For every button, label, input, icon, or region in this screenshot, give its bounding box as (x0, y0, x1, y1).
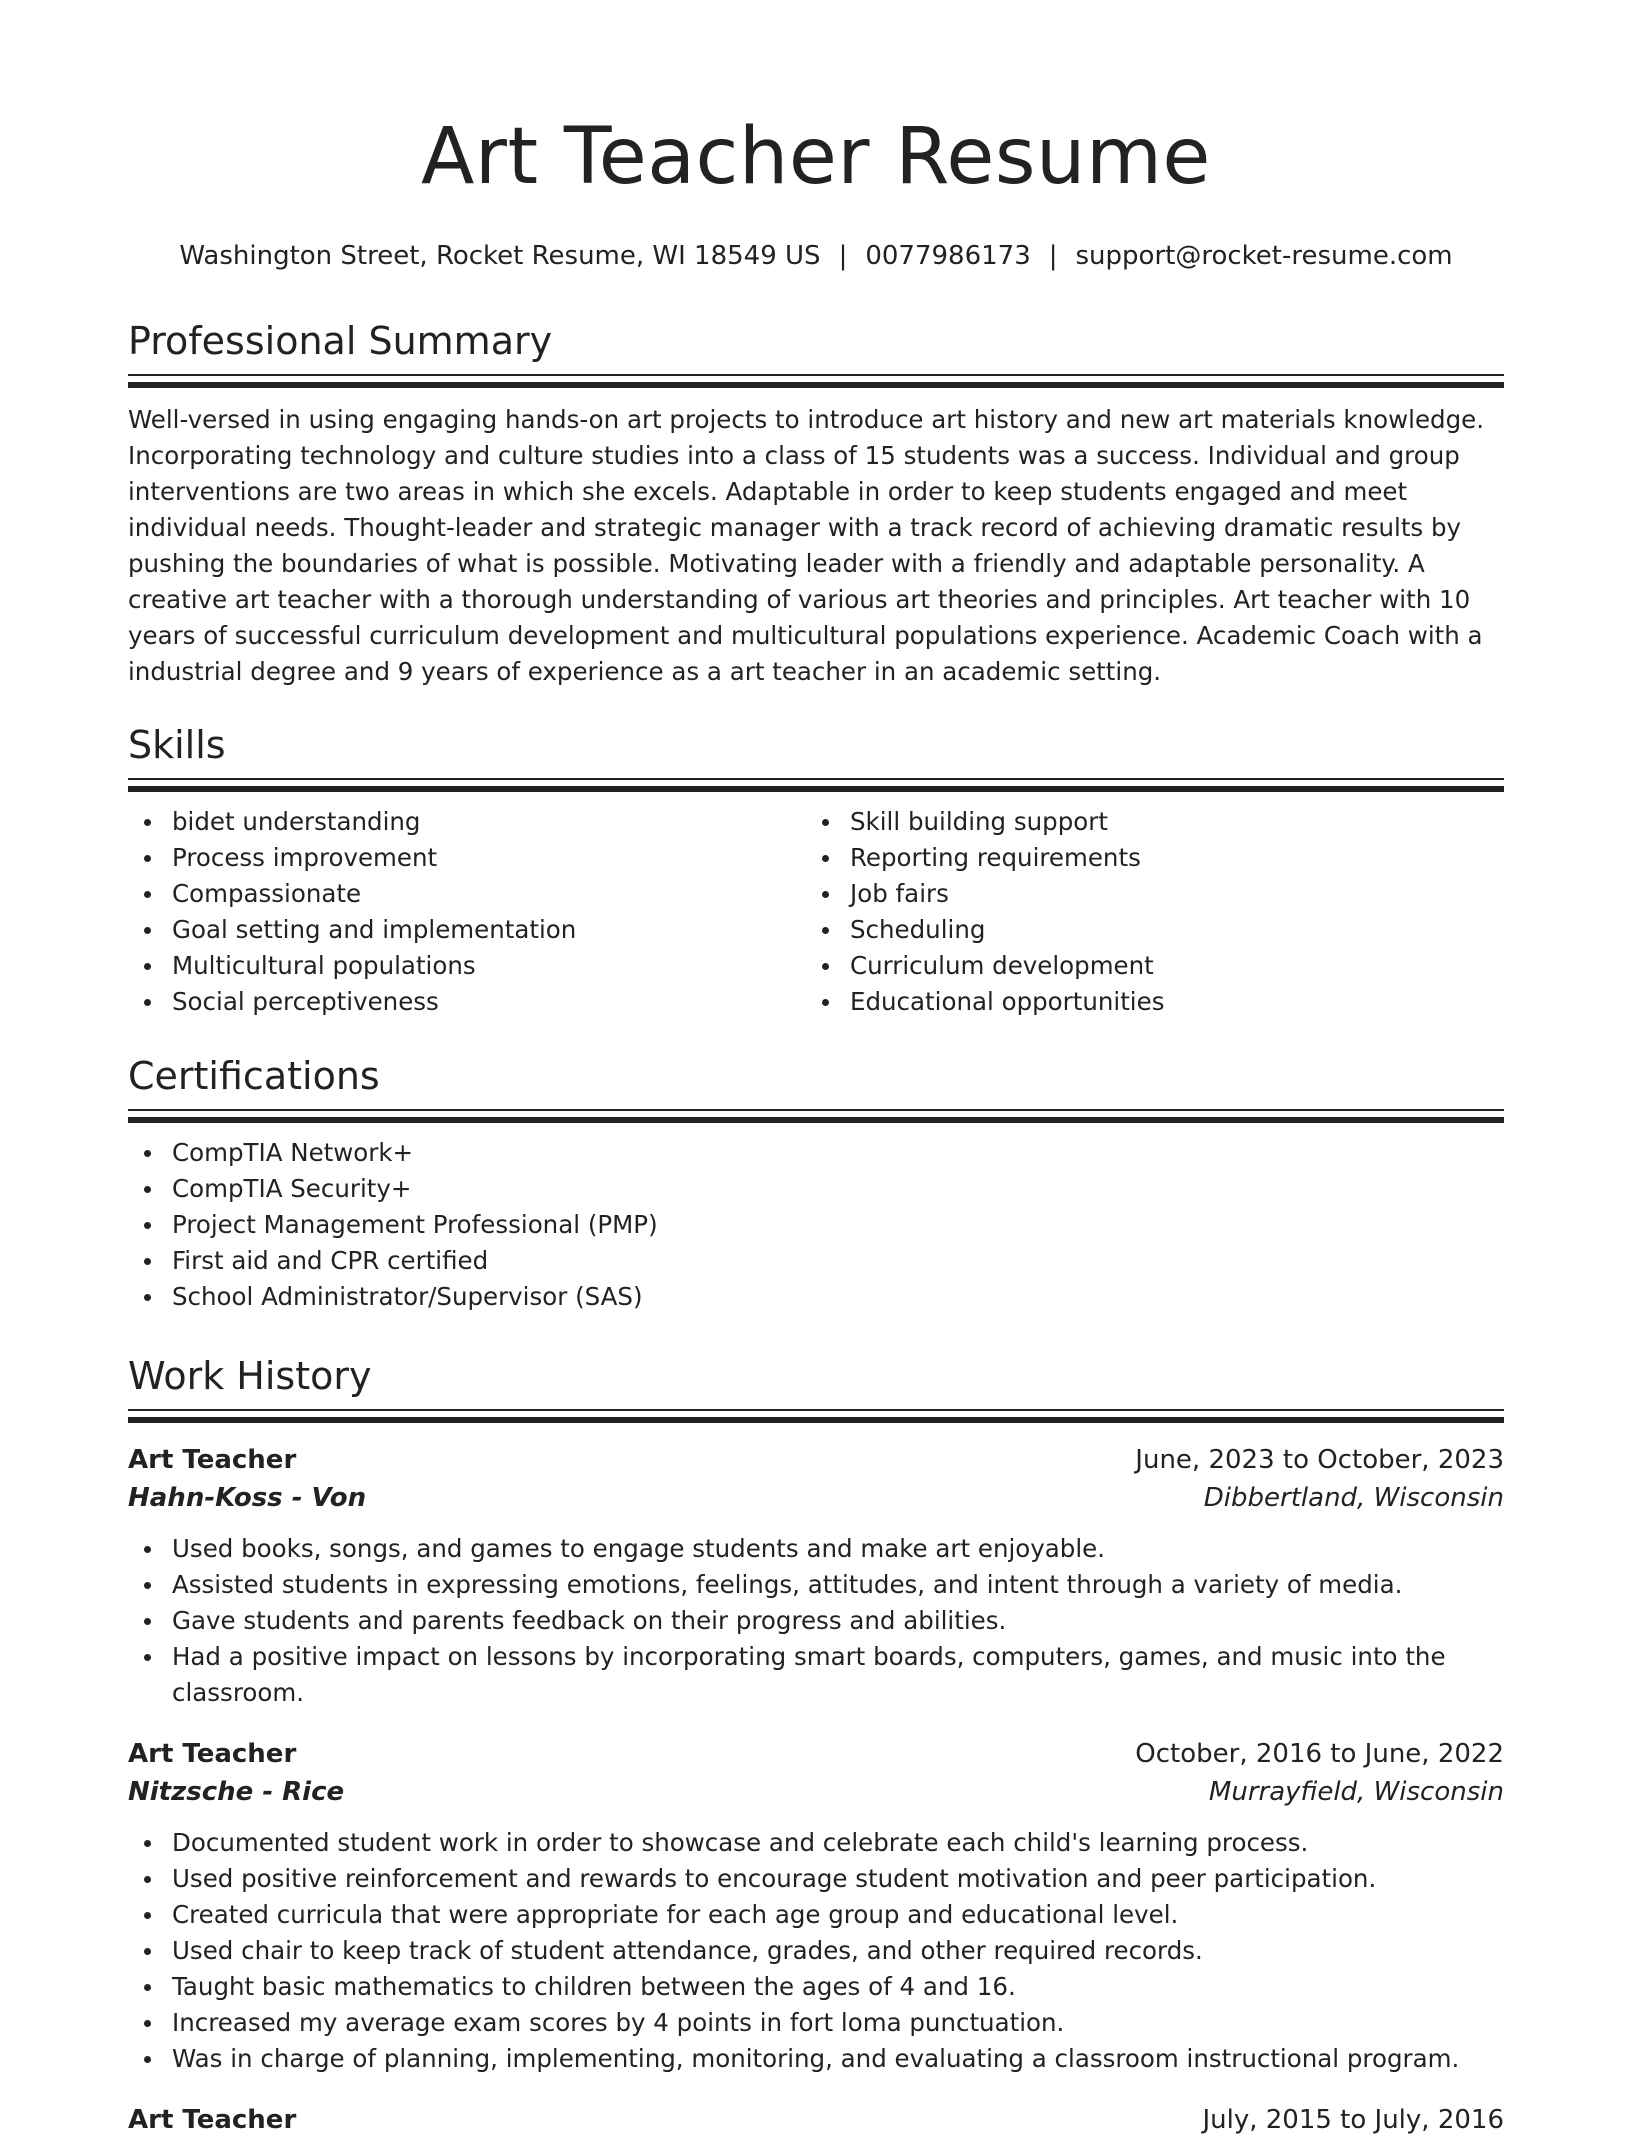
section-divider (128, 778, 1504, 792)
job-title: Art Teacher (128, 1739, 297, 1769)
job-company: Nitzsche - Rice (128, 1777, 345, 1807)
job-header-row (128, 1735, 1504, 1773)
skill-item: Multicultural populations (128, 948, 806, 984)
skill-item: Educational opportunities (806, 984, 1484, 1020)
job-company-row (128, 1773, 1504, 1811)
job-entry (128, 1441, 1504, 1711)
contact-line (128, 240, 1504, 272)
skill-item: Curriculum development (806, 948, 1484, 984)
contact-email: support@rocket-resume.com (1075, 241, 1453, 271)
job-duty: Assisted students in expressing emotions, feelings, attitudes, and intent through a variety of media. (128, 1567, 1504, 1603)
section-divider (128, 374, 1504, 388)
job-duty: Documented student work in order to showcase and celebrate each child's learning process. (128, 1825, 1504, 1861)
job-location: Dibbertland, Wisconsin (1203, 1483, 1504, 1513)
job-entry (128, 1735, 1504, 2077)
skill-item: Job fairs (806, 876, 1484, 912)
contact-separator: | (838, 241, 848, 271)
job-header-row (128, 1441, 1504, 1479)
job-dates: October, 2016 to June, 2022 (1135, 1739, 1504, 1769)
section-divider (128, 1409, 1504, 1423)
skills-list-right (806, 804, 1484, 1020)
section-heading-work: Work History (128, 1354, 372, 1398)
certification-item: School Administrator/Supervisor (SAS) (128, 1279, 1504, 1315)
job-company: Hahn-Koss - Von (128, 1483, 367, 1513)
skill-item: Social perceptiveness (128, 984, 806, 1020)
resume-page (128, 0, 1504, 2135)
certifications-list (128, 1135, 1504, 1315)
skill-item: Reporting requirements (806, 840, 1484, 876)
job-duties-list (128, 1825, 1504, 2077)
skill-item: Process improvement (128, 840, 806, 876)
resume-title: Art Teacher Resume (421, 112, 1211, 202)
job-dates: July, 2015 to July, 2016 (1202, 2105, 1504, 2135)
section-heading-certifications: Certifications (128, 1054, 380, 1098)
certification-item: CompTIA Security+ (128, 1171, 1504, 1207)
job-dates: June, 2023 to October, 2023 (1135, 1445, 1504, 1475)
summary-text: Well-versed in using engaging hands-on art projects to introduce art history and new art materials knowledge. Incorporating technology and culture studies into a class of 15 students was a success. Individual and group interventions are two areas in which she excels. Adaptable in order to keep students engaged and meet individual needs. Thought-leader and strategic manager with a track record of achieving dramatic results by pushing the boundaries of what is possible. Motivating leader with a friendly and adaptable personality. A creative art teacher with a thorough understanding of various art theories and principles. Art teacher with 10 years of successful curriculum development and multicultural populations experience. Academic Coach with a industrial degree and 9 years of experience as a art teacher in an academic setting. (128, 405, 1484, 686)
job-duty: Taught basic mathematics to children between the ages of 4 and 16. (128, 1969, 1504, 2005)
job-header-row (128, 2101, 1504, 2139)
certification-item: Project Management Professional (PMP) (128, 1207, 1504, 1243)
job-company-row (128, 1479, 1504, 1517)
skills-list-left (128, 804, 806, 1020)
skill-item: bidet understanding (128, 804, 806, 840)
job-duty: Used chair to keep track of student attendance, grades, and other required records. (128, 1933, 1504, 1969)
section-heading-summary: Professional Summary (128, 319, 553, 363)
job-duty: Had a positive impact on lessons by incorporating smart boards, computers, games, and music into the classroom. (128, 1639, 1504, 1711)
job-duty: Increased my average exam scores by 4 points in fort loma punctuation. (128, 2005, 1504, 2041)
job-duty: Created curricula that were appropriate for each age group and educational level. (128, 1897, 1504, 1933)
contact-phone: 0077986173 (865, 241, 1031, 271)
skills-columns (128, 792, 1504, 1020)
skill-item: Scheduling (806, 912, 1484, 948)
job-location: Murrayfield, Wisconsin (1208, 1777, 1504, 1807)
skill-item: Compassionate (128, 876, 806, 912)
certifications-section (128, 1053, 1504, 1315)
contact-separator: | (1048, 241, 1058, 271)
skills-section (128, 722, 1504, 1020)
job-title: Art Teacher (128, 2105, 297, 2135)
work-history-section (128, 1353, 1504, 2139)
skill-item: Goal setting and implementation (128, 912, 806, 948)
job-duty: Was in charge of planning, implementing, monitoring, and evaluating a classroom instructional program. (128, 2041, 1504, 2077)
job-duties-list (128, 1531, 1504, 1711)
job-duty: Used positive reinforcement and rewards to encourage student motivation and peer participation. (128, 1861, 1504, 1897)
summary-section (128, 318, 1504, 690)
job-duty: Gave students and parents feedback on their progress and abilities. (128, 1603, 1504, 1639)
job-title: Art Teacher (128, 1445, 297, 1475)
certification-item: First aid and CPR certified (128, 1243, 1504, 1279)
skill-item: Skill building support (806, 804, 1484, 840)
job-entry (128, 2101, 1504, 2139)
certification-item: CompTIA Network+ (128, 1135, 1504, 1171)
job-duty: Used books, songs, and games to engage students and make art enjoyable. (128, 1531, 1504, 1567)
section-heading-skills: Skills (128, 723, 226, 767)
section-divider (128, 1109, 1504, 1123)
contact-address: Washington Street, Rocket Resume, WI 18549 US (179, 241, 821, 271)
